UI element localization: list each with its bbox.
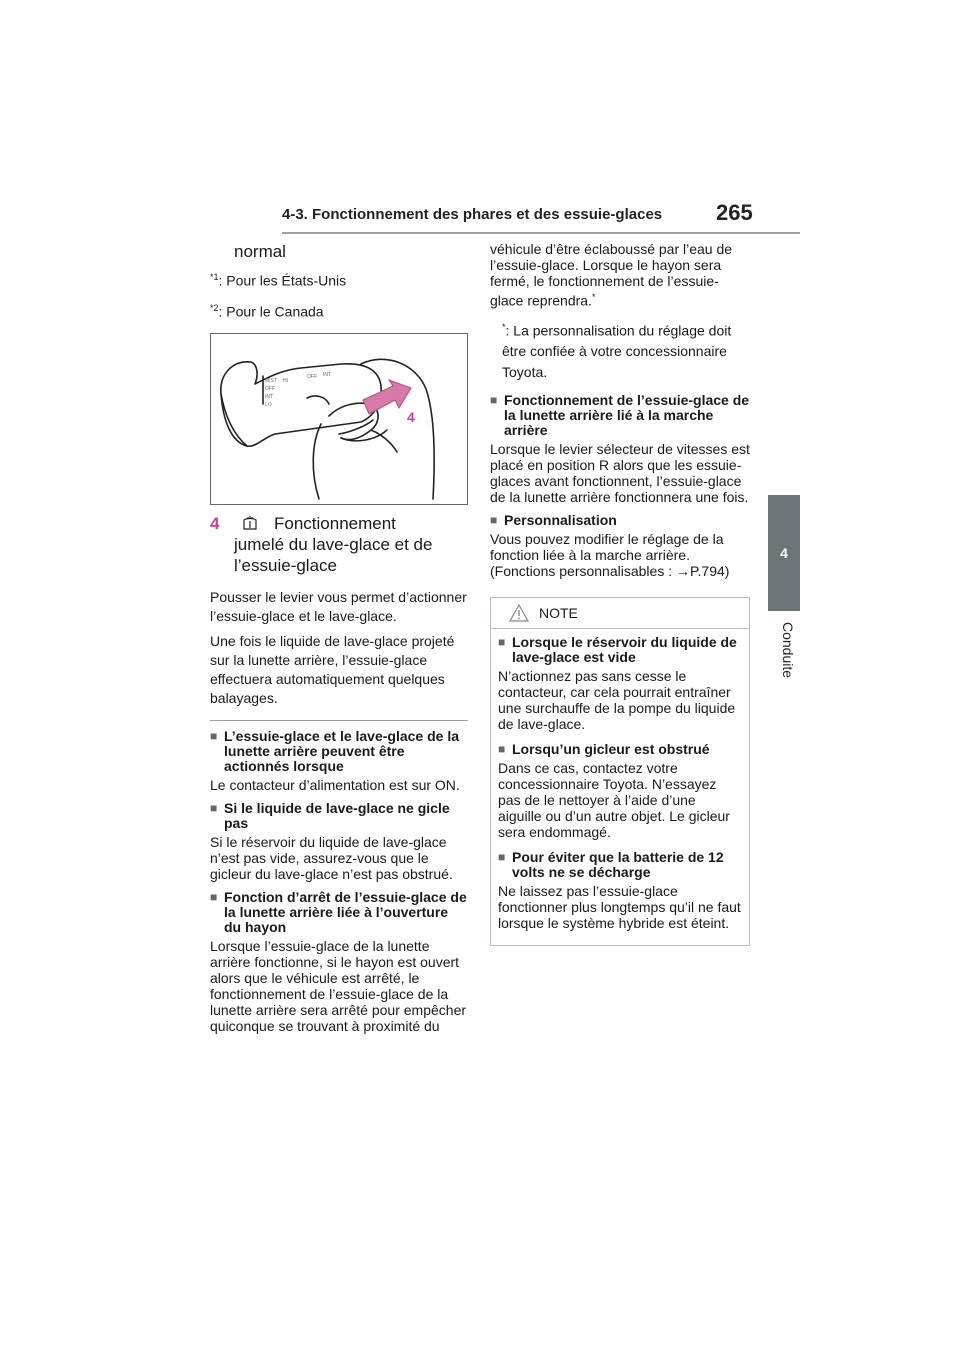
section-divider [210, 720, 468, 721]
square-bullet-icon: ■ [210, 801, 218, 816]
rear-washer-icon [242, 515, 258, 531]
right-column [490, 241, 752, 946]
item-4 [210, 513, 468, 576]
note-item-body: N’actionnez pas sans cesse le contacteur, car cela pourrait entraîner une surchauffe de la pompe du liquide de lave-glace. [498, 668, 736, 733]
section-heading: ■ L’essuie-glace et le lave-glace de la lunette arrière peuvent être actionnés lorsque [210, 728, 460, 775]
section-body: Vous pouvez modifier le réglage de la fonction liée à la marche arrière. (Fonctions personnalisables : →P.794) [490, 531, 730, 580]
square-bullet-icon: ■ [498, 742, 506, 757]
square-bullet-icon: ■ [498, 850, 506, 865]
section-body: Lorsque le levier sélecteur de vitesses est placé en position R alors que les essuie-glaces avant fonctionnent, l’essuie-glace de la lunette arrière fonctionnera une fois. [490, 441, 750, 506]
section-heading: ■ Fonctionnement de l’essuie-glace de la lunette arrière lié à la marche arrière [490, 392, 750, 439]
left-column [210, 241, 468, 1042]
note-item-heading: ■ Lorsque le réservoir du liquide de lave-glace est vide [498, 634, 737, 666]
square-bullet-icon: ■ [498, 635, 506, 650]
section-heading: ■ Si le liquide de lave-glace ne gicle pas [210, 800, 450, 832]
note-item-heading: ■ Pour éviter que la batterie de 12 volts ne se décharge [498, 849, 724, 881]
note-item-heading: ■ Lorsqu’un gicleur est obstrué [498, 741, 710, 758]
chapter-number: 4 [780, 545, 788, 561]
square-bullet-icon: ■ [210, 729, 218, 744]
svg-text:INT: INT [265, 394, 274, 401]
section-heading: ■ Personnalisation [490, 512, 617, 529]
page-number: 265 [716, 200, 753, 225]
svg-text:HI: HI [283, 378, 288, 385]
svg-text:OFF: OFF [307, 374, 317, 381]
continuation-text: véhicule d’être éclaboussé par l’eau de l’essuie-glace. Lorsque le hayon sera fermé, le fonctionnement de l’essuie-glace reprendra.* [490, 241, 733, 309]
section-body: Si le réservoir du liquide de lave-glace n’est pas vide, assurez-vous que le gicleur du lave-glace n’est pas obstrué. [210, 834, 453, 883]
section-body: Lorsque l’essuie-glace de la lunette arrière fonctionne, si le hayon est ouvert alors que le véhicule est arrêté, le fonctionnement de l’essuie-glace de la lunette arrière sera arrêté pour empêcher quiconque se trouvant à proximité du [210, 938, 467, 1035]
footnote-canada: $^{*2}$: Pour le Canada [210, 302, 324, 320]
header-rule [282, 232, 800, 234]
svg-text:MIST: MIST [265, 378, 277, 385]
section-heading: ■ Fonction d’arrêt de l’essuie-glace de la lunette arrière liée à l’ouverture du hayon [210, 889, 467, 936]
paragraph-push-lever: Pousser le levier vous permet d’actionner l’essuie-glace et le lave-glace. [210, 589, 467, 625]
customization-footnote: *: La personnalisation du réglage doit être confiée à votre concessionnaire Toyota. [502, 321, 732, 381]
item-4-line-3: l’essuie-glace [234, 556, 337, 576]
svg-text:LO: LO [265, 402, 272, 409]
paragraph-auto-wipe: Une fois le liquide de lave-glace projeté sur la lunette arrière, l’essuie-glace effectuera automatiquement quelques balayages. [210, 633, 455, 707]
note-header [491, 598, 749, 629]
note-title: NOTE [539, 605, 578, 622]
square-bullet-icon: ■ [210, 890, 218, 905]
warning-triangle-icon [509, 604, 529, 622]
svg-text:INT: INT [323, 372, 332, 379]
chapter-tab [768, 495, 800, 611]
section-body: Le contacteur d’alimentation est sur ON. [210, 777, 460, 794]
svg-text:OFF: OFF [265, 386, 275, 393]
note-box [490, 597, 750, 946]
square-bullet-icon: ■ [490, 513, 498, 528]
figure-callout: 4 [407, 409, 415, 426]
footnote-us: $^{*1}$: Pour les États-Unis [210, 272, 347, 289]
section-title: 4-3. Fonctionnement des phares et des essuie-glaces [282, 206, 663, 223]
note-item-body: Dans ce cas, contactez votre concessionnaire Toyota. N’essayez pas de le nettoyer à l’aide d’une aiguille ou d’un autre objet. Le gicleur sera endommagé. [498, 760, 730, 841]
item-4-number: 4 [210, 514, 220, 534]
wiper-lever-illustration [210, 333, 468, 505]
item-4-line-2: jumelé du lave-glace et de [234, 535, 433, 555]
square-bullet-icon: ■ [490, 393, 498, 408]
note-item-body: Ne laissez pas l’essuie-glace fonctionner plus longtemps qu’il ne faut lorsque le système hybride est éteint. [498, 883, 741, 932]
lead-fragment: normal [234, 242, 286, 261]
item-4-line-1: Fonctionnement [274, 514, 396, 534]
chapter-label: Conduite [780, 622, 796, 679]
lever-hand-drawing [211, 334, 467, 504]
